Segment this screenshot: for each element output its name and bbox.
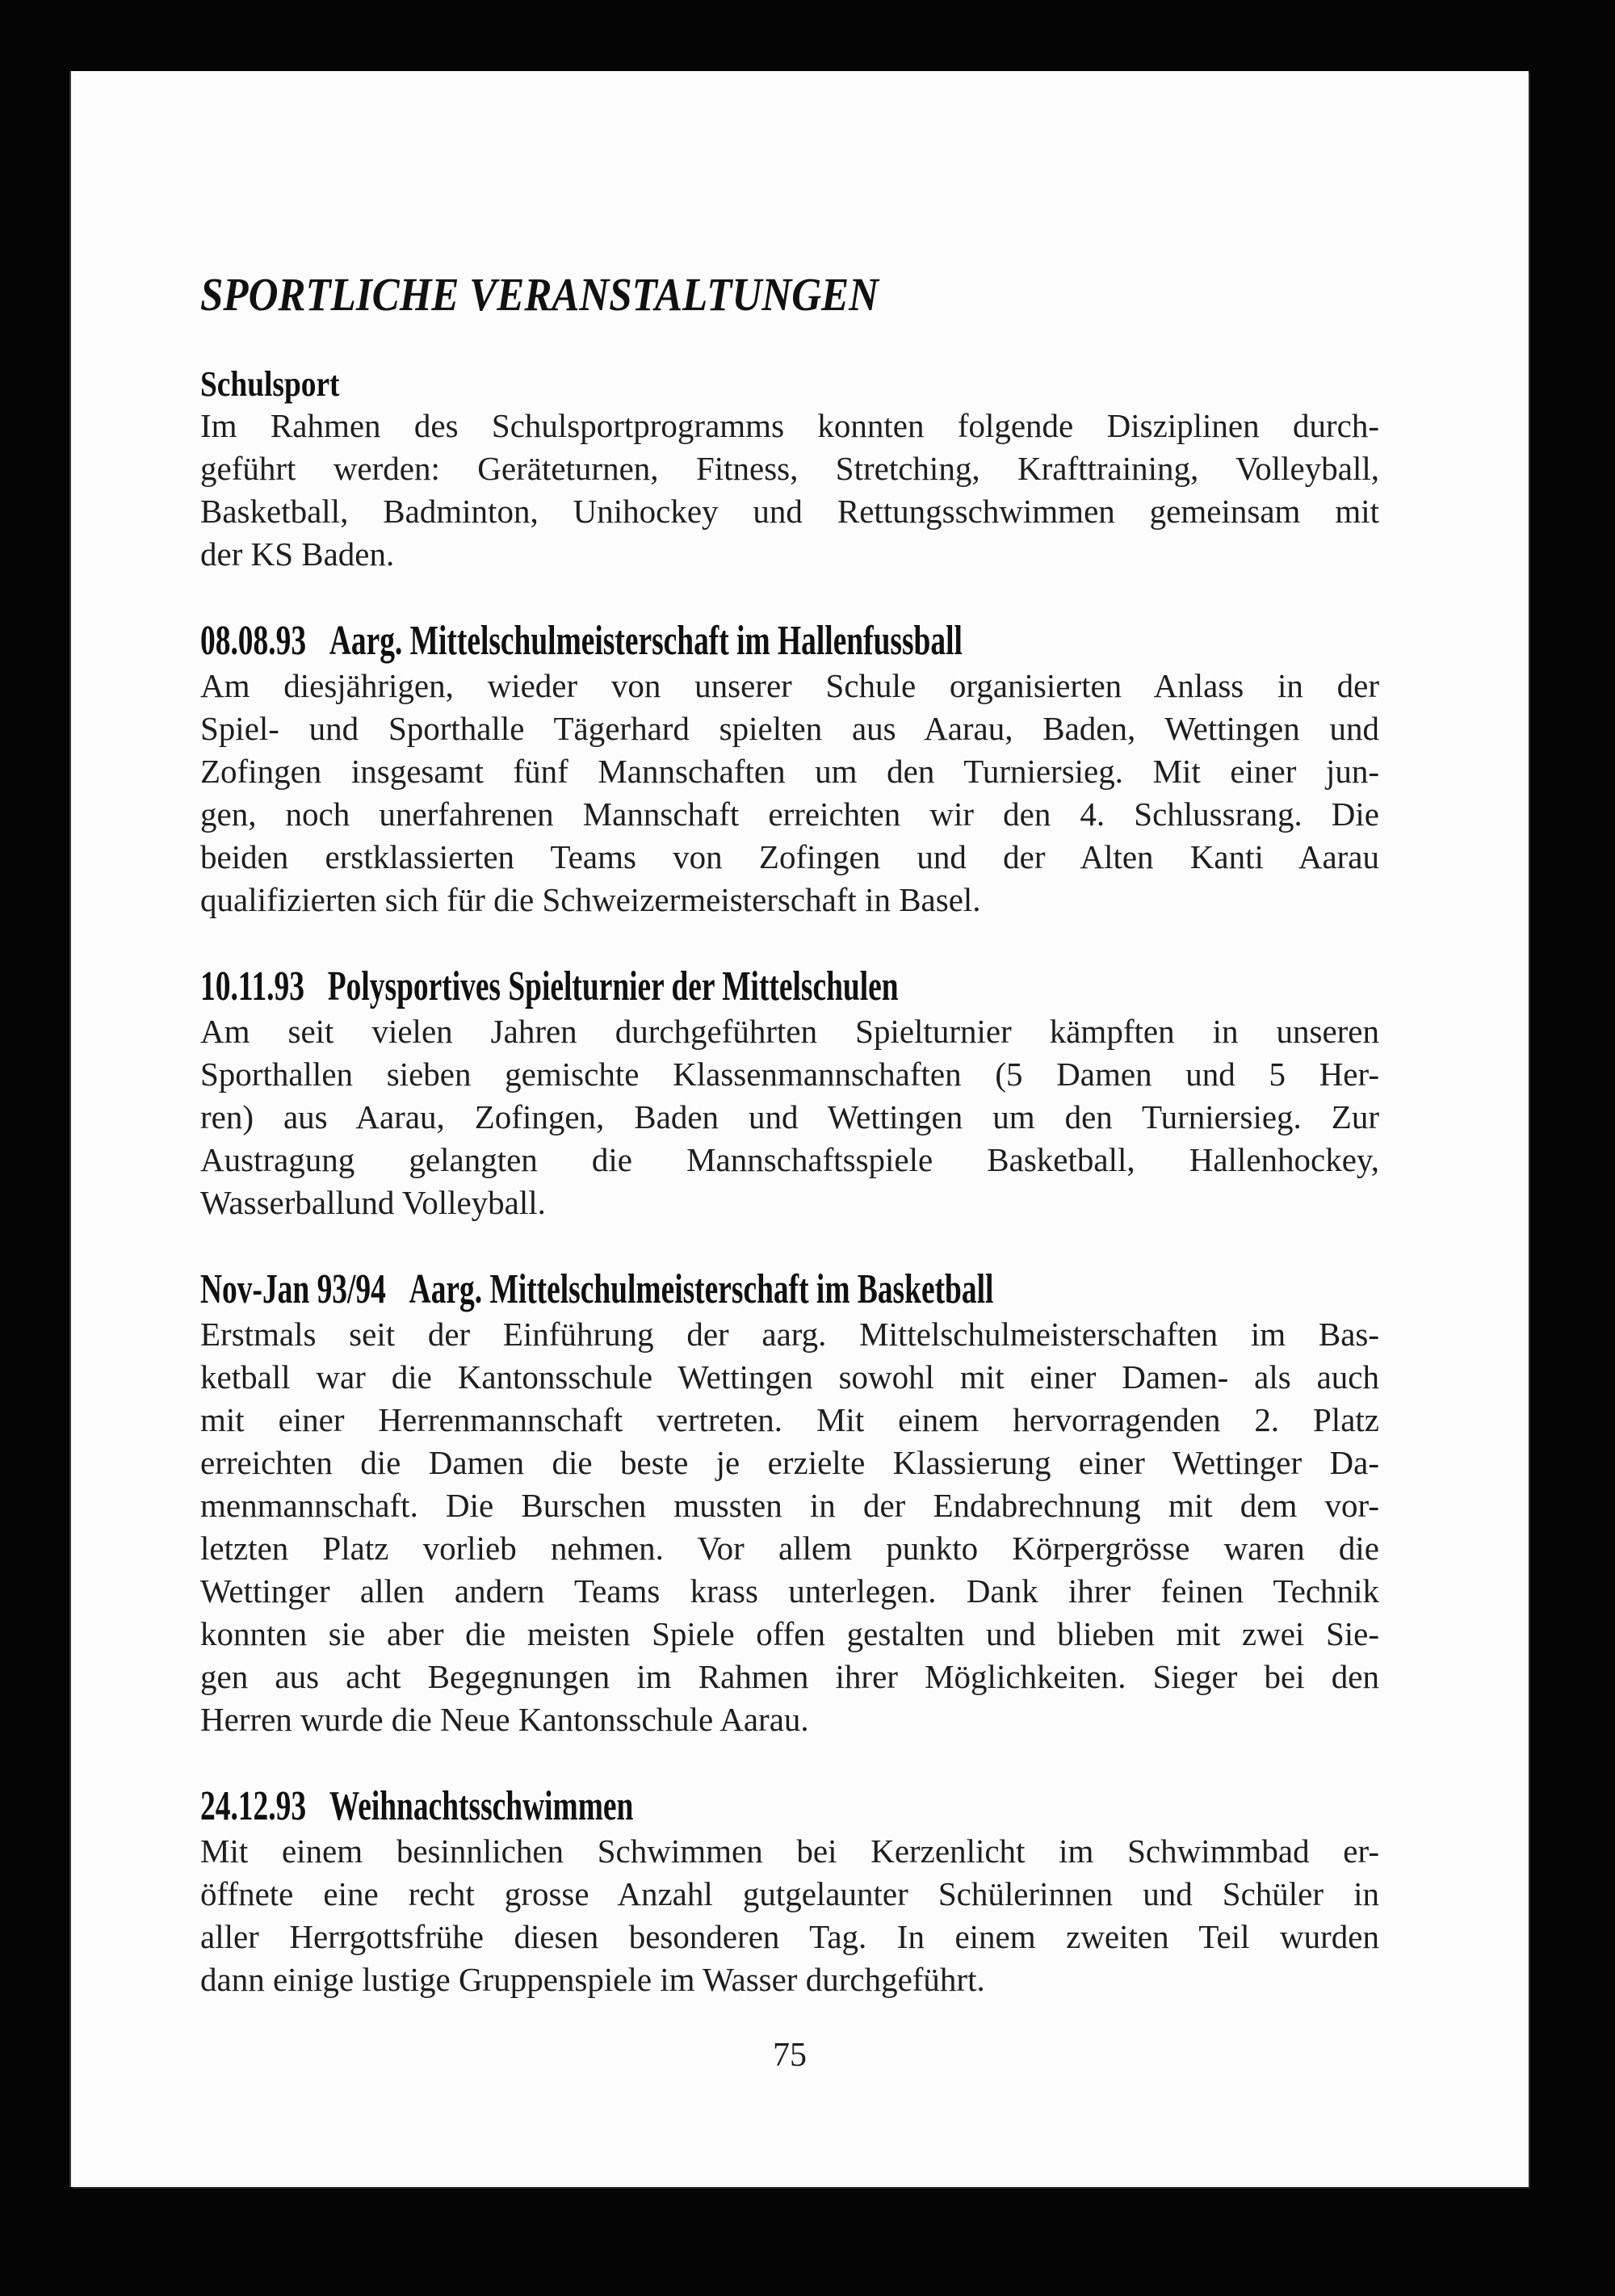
section-heading-text: Aarg. Mittelschulmeisterschaft im Basketball — [409, 1266, 994, 1312]
page-number: 75 — [773, 2037, 807, 2074]
text-line: geführt werden: Geräteturnen, Fitness, Stretching, Krafttraining, Volleyball, — [200, 450, 1379, 487]
text-line: mit einer Herrenmannschaft vertreten. Mit einem hervorragenden 2. Platz — [200, 1401, 1379, 1438]
document-section — [200, 618, 1379, 921]
text-line: aller Herrgottsfrühe diesen besonderen Tag. In einem zweiten Teil wurden — [200, 1918, 1379, 1955]
page-title-text: SPORTLICHE VERANSTALTUNGEN — [200, 268, 879, 321]
document-section — [200, 1783, 1379, 2001]
section-heading-date: 10.11.93 — [200, 963, 304, 1009]
section-heading — [200, 364, 1379, 405]
text-line: Wasserballund Volleyball. — [200, 1184, 546, 1221]
section-heading-date: 08.08.93 — [200, 618, 307, 664]
text-line: Im Rahmen des Schulsportprogramms konnten folgende Disziplinen durch- — [200, 407, 1379, 444]
text-line: konnten sie aber die meisten Spiele offen gestalten und blieben mit zwei Sie- — [200, 1615, 1379, 1652]
text-line: ren) aus Aarau, Zofingen, Baden und Wettingen um den Turniersieg. Zur — [200, 1098, 1379, 1135]
text-line: Erstmals seit der Einführung der aarg. Mittelschulmeisterschaften im Bas- — [200, 1316, 1379, 1353]
text-line: gen, noch unerfahrenen Mannschaft erreichten wir den 4. Schlussrang. Die — [200, 795, 1379, 833]
section-heading — [200, 1783, 1379, 1830]
text-line: ketball war die Kantonsschule Wettingen sowohl mit einer Damen- als auch — [200, 1358, 1379, 1396]
document-section — [200, 364, 1379, 576]
text-line: öffnete eine recht grosse Anzahl gutgelaunter Schülerinnen und Schüler in — [200, 1875, 1379, 1912]
text-line: Spiel- und Sporthalle Tägerhard spielten aus Aarau, Baden, Wettingen und — [200, 710, 1379, 747]
text-line: Am diesjährigen, wieder von unserer Schule organisierten Anlass in der — [200, 667, 1379, 704]
section-heading-date: 24.12.93 — [200, 1783, 307, 1829]
section-heading-text: Weihnachtsschwimmen — [329, 1783, 634, 1829]
page-content — [71, 71, 1529, 2076]
section-paragraph — [200, 405, 1379, 576]
section-paragraph — [200, 1010, 1379, 1224]
section-heading-date: Nov-Jan 93/94 — [200, 1266, 386, 1312]
section-heading-text: Aarg. Mittelschulmeisterschaft im Hallenfussball — [329, 618, 963, 664]
text-line: Austragung gelangten die Mannschaftsspiele Basketball, Hallenhockey, — [200, 1141, 1379, 1178]
text-line: Herren wurde die Neue Kantonsschule Aarau. — [200, 1701, 809, 1738]
section-heading-text: Polysportives Spielturnier der Mittelschulen — [327, 963, 899, 1009]
sections-container — [200, 364, 1379, 2001]
text-line: letzten Platz vorlieb nehmen. Vor allem punkto Körpergrösse waren die — [200, 1530, 1379, 1567]
text-line: Sporthallen sieben gemischte Klassenmannschaften (5 Damen und 5 Her- — [200, 1056, 1379, 1093]
text-line: qualifizierten sich für die Schweizermeisterschaft in Basel. — [200, 881, 981, 918]
text-line: dann einige lustige Gruppenspiele im Wasser durchgeführt. — [200, 1961, 985, 1998]
section-heading-text: Schulsport — [200, 364, 340, 404]
text-line: beiden erstklassierten Teams von Zofingen und der Alten Kanti Aarau — [200, 838, 1379, 875]
text-line: gen aus acht Begegnungen im Rahmen ihrer Möglichkeiten. Sieger bei den — [200, 1658, 1379, 1695]
text-line: Mit einem besinnlichen Schwimmen bei Kerzenlicht im Schwimmbad er- — [200, 1832, 1379, 1870]
text-line: Basketball, Badminton, Unihockey und Rettungsschwimmen gemeinsam mit — [200, 493, 1379, 530]
text-line: Zofingen insgesamt fünf Mannschaften um den Turniersieg. Mit einer jun- — [200, 753, 1379, 790]
section-heading — [200, 1266, 1379, 1313]
paper-page — [71, 71, 1529, 2187]
text-line: erreichten die Damen die beste je erzielte Klassierung einer Wettinger Da- — [200, 1444, 1379, 1481]
document-section — [200, 963, 1379, 1224]
text-line: Wettinger allen andern Teams krass unterlegen. Dank ihrer feinen Technik — [200, 1572, 1379, 1610]
text-line: Am seit vielen Jahren durchgeführten Spielturnier kämpften in unseren — [200, 1013, 1379, 1050]
section-heading — [200, 963, 1379, 1010]
section-heading — [200, 618, 1379, 665]
section-paragraph — [200, 1830, 1379, 2001]
page-title — [200, 268, 1379, 321]
document-section — [200, 1266, 1379, 1741]
section-paragraph — [200, 1313, 1379, 1741]
text-line: der KS Baden. — [200, 535, 395, 573]
section-paragraph — [200, 665, 1379, 921]
text-line: menmannschaft. Die Burschen mussten in der Endabrechnung mit dem vor- — [200, 1487, 1379, 1524]
